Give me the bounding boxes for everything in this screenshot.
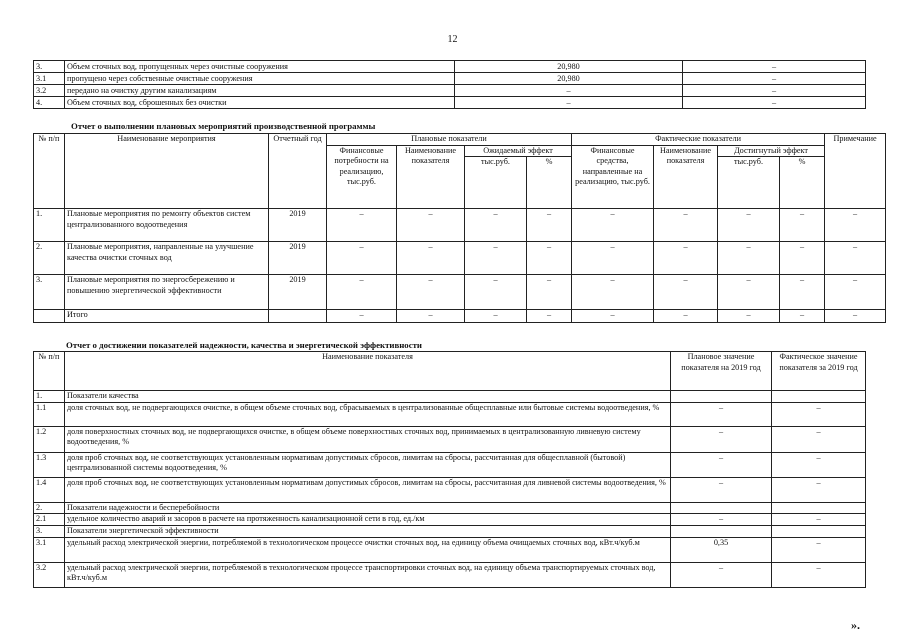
row-number: 3.1 bbox=[34, 537, 65, 562]
table-cell: – bbox=[825, 275, 886, 310]
table-cell: – bbox=[654, 209, 718, 242]
plan-value: 0,35 bbox=[671, 537, 772, 562]
table-cell: – bbox=[654, 275, 718, 310]
section-row bbox=[34, 526, 866, 538]
wastewater-volume-table bbox=[33, 60, 866, 109]
row-number: 3.2 bbox=[34, 562, 65, 587]
table-cell: – bbox=[654, 310, 718, 323]
fact-group-header: Фактические показатели bbox=[572, 134, 825, 146]
table-cell: – bbox=[780, 209, 825, 242]
col-expected-percent: % bbox=[527, 157, 572, 209]
table-cell: – bbox=[465, 310, 527, 323]
expected-effect-header: Ожидаемый эффект bbox=[465, 145, 572, 157]
row-name: доля проб сточных вод, не соответствующих установленным нормативам допустимых сбросов, лимитам на сбросы, рассчитанная для ливневой системы водоотведения, % bbox=[65, 477, 671, 502]
col-activity-name: Наименование мероприятия bbox=[65, 134, 269, 209]
row-number: 1. bbox=[34, 391, 65, 403]
row-name: доля проб сточных вод, не соответствующих установленным нормативам допустимых сбросов, лимитам на сбросы, рассчитанная для общесплавной (бытовой) централизованной системы водоотведения, % bbox=[65, 452, 671, 477]
table-cell: – bbox=[397, 242, 465, 275]
indicators-title: Отчет о достижении показателей надежности, качества и энергетической эффективности bbox=[66, 340, 422, 350]
table-cell: – bbox=[718, 275, 780, 310]
row-number: 3. bbox=[34, 526, 65, 538]
fact-value: – bbox=[772, 402, 866, 426]
table-row bbox=[34, 97, 866, 109]
page-number: 12 bbox=[447, 34, 458, 45]
row-year: 2019 bbox=[269, 242, 327, 275]
row-name: передано на очистку другим канализациям bbox=[65, 85, 455, 97]
table-cell: – bbox=[527, 209, 572, 242]
row-name: Объем сточных вод, пропущенных через очистные сооружения bbox=[65, 61, 455, 73]
table-cell: – bbox=[825, 209, 886, 242]
col-achieved-percent: % bbox=[780, 157, 825, 209]
row-name: удельное количество аварий и засоров в расчете на протяженность канализационной сети в год, ед./км bbox=[65, 514, 671, 526]
plan-value bbox=[671, 391, 772, 403]
table-cell: – bbox=[327, 242, 397, 275]
table-row bbox=[34, 514, 866, 526]
table-cell: – bbox=[465, 209, 527, 242]
col-expected-thous-rub: тыс.руб. bbox=[465, 157, 527, 209]
col-fact-finance: Финансовые средства, направленные на реализацию, тыс.руб. bbox=[572, 145, 654, 209]
table-cell: – bbox=[718, 209, 780, 242]
table-cell: – bbox=[718, 310, 780, 323]
table-row bbox=[34, 402, 866, 426]
row-name: Показатели качества bbox=[65, 391, 671, 403]
fact-value: – bbox=[772, 477, 866, 502]
section-row bbox=[34, 391, 866, 403]
table-cell: – bbox=[397, 275, 465, 310]
table-cell: – bbox=[572, 310, 654, 323]
row-number: 2.1 bbox=[34, 514, 65, 526]
table-cell: – bbox=[825, 310, 886, 323]
table-row bbox=[34, 477, 866, 502]
col-indicator-name: Наименование показателя bbox=[65, 352, 671, 391]
table-cell: – bbox=[465, 242, 527, 275]
row-number: 1.4 bbox=[34, 477, 65, 502]
table-cell: – bbox=[465, 275, 527, 310]
table-cell: – bbox=[397, 209, 465, 242]
row-year: 2019 bbox=[269, 275, 327, 310]
col-number: № п/п bbox=[34, 352, 65, 391]
fact-value: – bbox=[683, 85, 866, 97]
planned-activities-table bbox=[33, 133, 886, 323]
row-name: Плановые мероприятия по ремонту объектов систем централизованного водоотведения bbox=[65, 209, 269, 242]
plan-value: – bbox=[455, 85, 683, 97]
achieved-effect-header: Достигнутый эффект bbox=[718, 145, 825, 157]
row-number: 4. bbox=[34, 97, 65, 109]
row-name: Показатели энергетической эффективности bbox=[65, 526, 671, 538]
indicators-table bbox=[33, 351, 866, 588]
table-row bbox=[34, 452, 866, 477]
row-name: Плановые мероприятия по энергосбережению и повышению энергетической эффективности bbox=[65, 275, 269, 310]
plan-value: – bbox=[671, 477, 772, 502]
table-row bbox=[34, 85, 866, 97]
row-name: Плановые мероприятия, направленные на улучшение качества очистки сточных вод bbox=[65, 242, 269, 275]
fact-value: – bbox=[772, 514, 866, 526]
row-name: пропущено через собственные очистные сооружения bbox=[65, 73, 455, 85]
table-row bbox=[34, 562, 866, 587]
fact-value: – bbox=[683, 73, 866, 85]
row-number: 3. bbox=[34, 275, 65, 310]
table-row bbox=[34, 537, 866, 562]
row-number: 2. bbox=[34, 502, 65, 514]
table-row bbox=[34, 61, 866, 73]
fact-value bbox=[772, 502, 866, 514]
table-cell: – bbox=[527, 242, 572, 275]
col-note: Примечание bbox=[825, 134, 886, 209]
row-name: доля поверхностных сточных вод, не подвергающихся очистке, в общем объеме поверхностных сточных вод, принимаемых в централизованную ливневую систему водоотведения, % bbox=[65, 426, 671, 452]
plan-value: – bbox=[671, 426, 772, 452]
table-cell: – bbox=[527, 310, 572, 323]
fact-value: – bbox=[772, 562, 866, 587]
row-name: Объем сточных вод, сброшенных без очистки bbox=[65, 97, 455, 109]
fact-value: – bbox=[772, 452, 866, 477]
col-plan-finance: Финансовые потребности на реализацию, тыс.руб. bbox=[327, 145, 397, 209]
plan-value: – bbox=[671, 402, 772, 426]
plan-value: – bbox=[671, 514, 772, 526]
row-year: 2019 bbox=[269, 209, 327, 242]
plan-value: – bbox=[455, 97, 683, 109]
row-number: 1. bbox=[34, 209, 65, 242]
plan-value: – bbox=[671, 452, 772, 477]
table-cell: – bbox=[397, 310, 465, 323]
col-fact-indicator: Наименование показателя bbox=[654, 145, 718, 209]
plan-value bbox=[671, 526, 772, 538]
fact-value: – bbox=[772, 537, 866, 562]
table-cell: – bbox=[327, 310, 397, 323]
table-row bbox=[34, 426, 866, 452]
table-cell: – bbox=[654, 242, 718, 275]
col-plan-indicator: Наименование показателя bbox=[397, 145, 465, 209]
total-row bbox=[34, 310, 886, 323]
row-number: 1.2 bbox=[34, 426, 65, 452]
table-cell: – bbox=[718, 242, 780, 275]
closing-quote-mark: ». bbox=[851, 618, 860, 632]
table-cell: – bbox=[327, 275, 397, 310]
col-plan-value: Плановое значение показателя на 2019 год bbox=[671, 352, 772, 391]
fact-value: – bbox=[772, 426, 866, 452]
row-name: Показатели надежности и бесперебойности bbox=[65, 502, 671, 514]
plan-value: 20,980 bbox=[455, 61, 683, 73]
planned-activities-title: Отчет о выполнении плановых мероприятий производственной программы bbox=[71, 121, 376, 131]
fact-value: – bbox=[683, 97, 866, 109]
table-cell: – bbox=[780, 310, 825, 323]
col-number: № п/п bbox=[34, 134, 65, 209]
plan-value: 20,980 bbox=[455, 73, 683, 85]
table-cell: – bbox=[527, 275, 572, 310]
col-fact-value: Фактическое значение показателя за 2019 год bbox=[772, 352, 866, 391]
fact-value bbox=[772, 526, 866, 538]
row-name: удельный расход электрической энергии, потребляемой в технологическом процессе транспортировки сточных вод, на единицу объема транспортируемых сточных вод, кВт.ч/куб.м bbox=[65, 562, 671, 587]
row-number: 3.1 bbox=[34, 73, 65, 85]
table-cell: – bbox=[572, 275, 654, 310]
row-number: 2. bbox=[34, 242, 65, 275]
total-label: Итого bbox=[65, 310, 269, 323]
row-number: 1.3 bbox=[34, 452, 65, 477]
row-number: 1.1 bbox=[34, 402, 65, 426]
table-row bbox=[34, 242, 886, 275]
plan-value: – bbox=[671, 562, 772, 587]
table-cell: – bbox=[780, 242, 825, 275]
table-cell: – bbox=[327, 209, 397, 242]
plan-group-header: Плановые показатели bbox=[327, 134, 572, 146]
table-row bbox=[34, 209, 886, 242]
table-row bbox=[34, 275, 886, 310]
row-number: 3.2 bbox=[34, 85, 65, 97]
fact-value: – bbox=[683, 61, 866, 73]
col-achieved-thous-rub: тыс.руб. bbox=[718, 157, 780, 209]
fact-value bbox=[772, 391, 866, 403]
col-report-year: Отчетный год bbox=[269, 134, 327, 209]
table-cell: – bbox=[572, 209, 654, 242]
section-row bbox=[34, 502, 866, 514]
row-name: доля сточных вод, не подвергающихся очистке, в общем объеме сточных вод, сбрасываемых в централизованные общесплавные или бытовые системы водоотведения, % bbox=[65, 402, 671, 426]
table-row bbox=[34, 73, 866, 85]
plan-value bbox=[671, 502, 772, 514]
row-name: удельный расход электрической энергии, потребляемой в технологическом процессе очистки сточных вод, на единицу объема очищаемых сточных вод, кВт.ч/куб.м bbox=[65, 537, 671, 562]
table-cell: – bbox=[825, 242, 886, 275]
table-cell: – bbox=[780, 275, 825, 310]
row-number: 3. bbox=[34, 61, 65, 73]
table-cell: – bbox=[572, 242, 654, 275]
